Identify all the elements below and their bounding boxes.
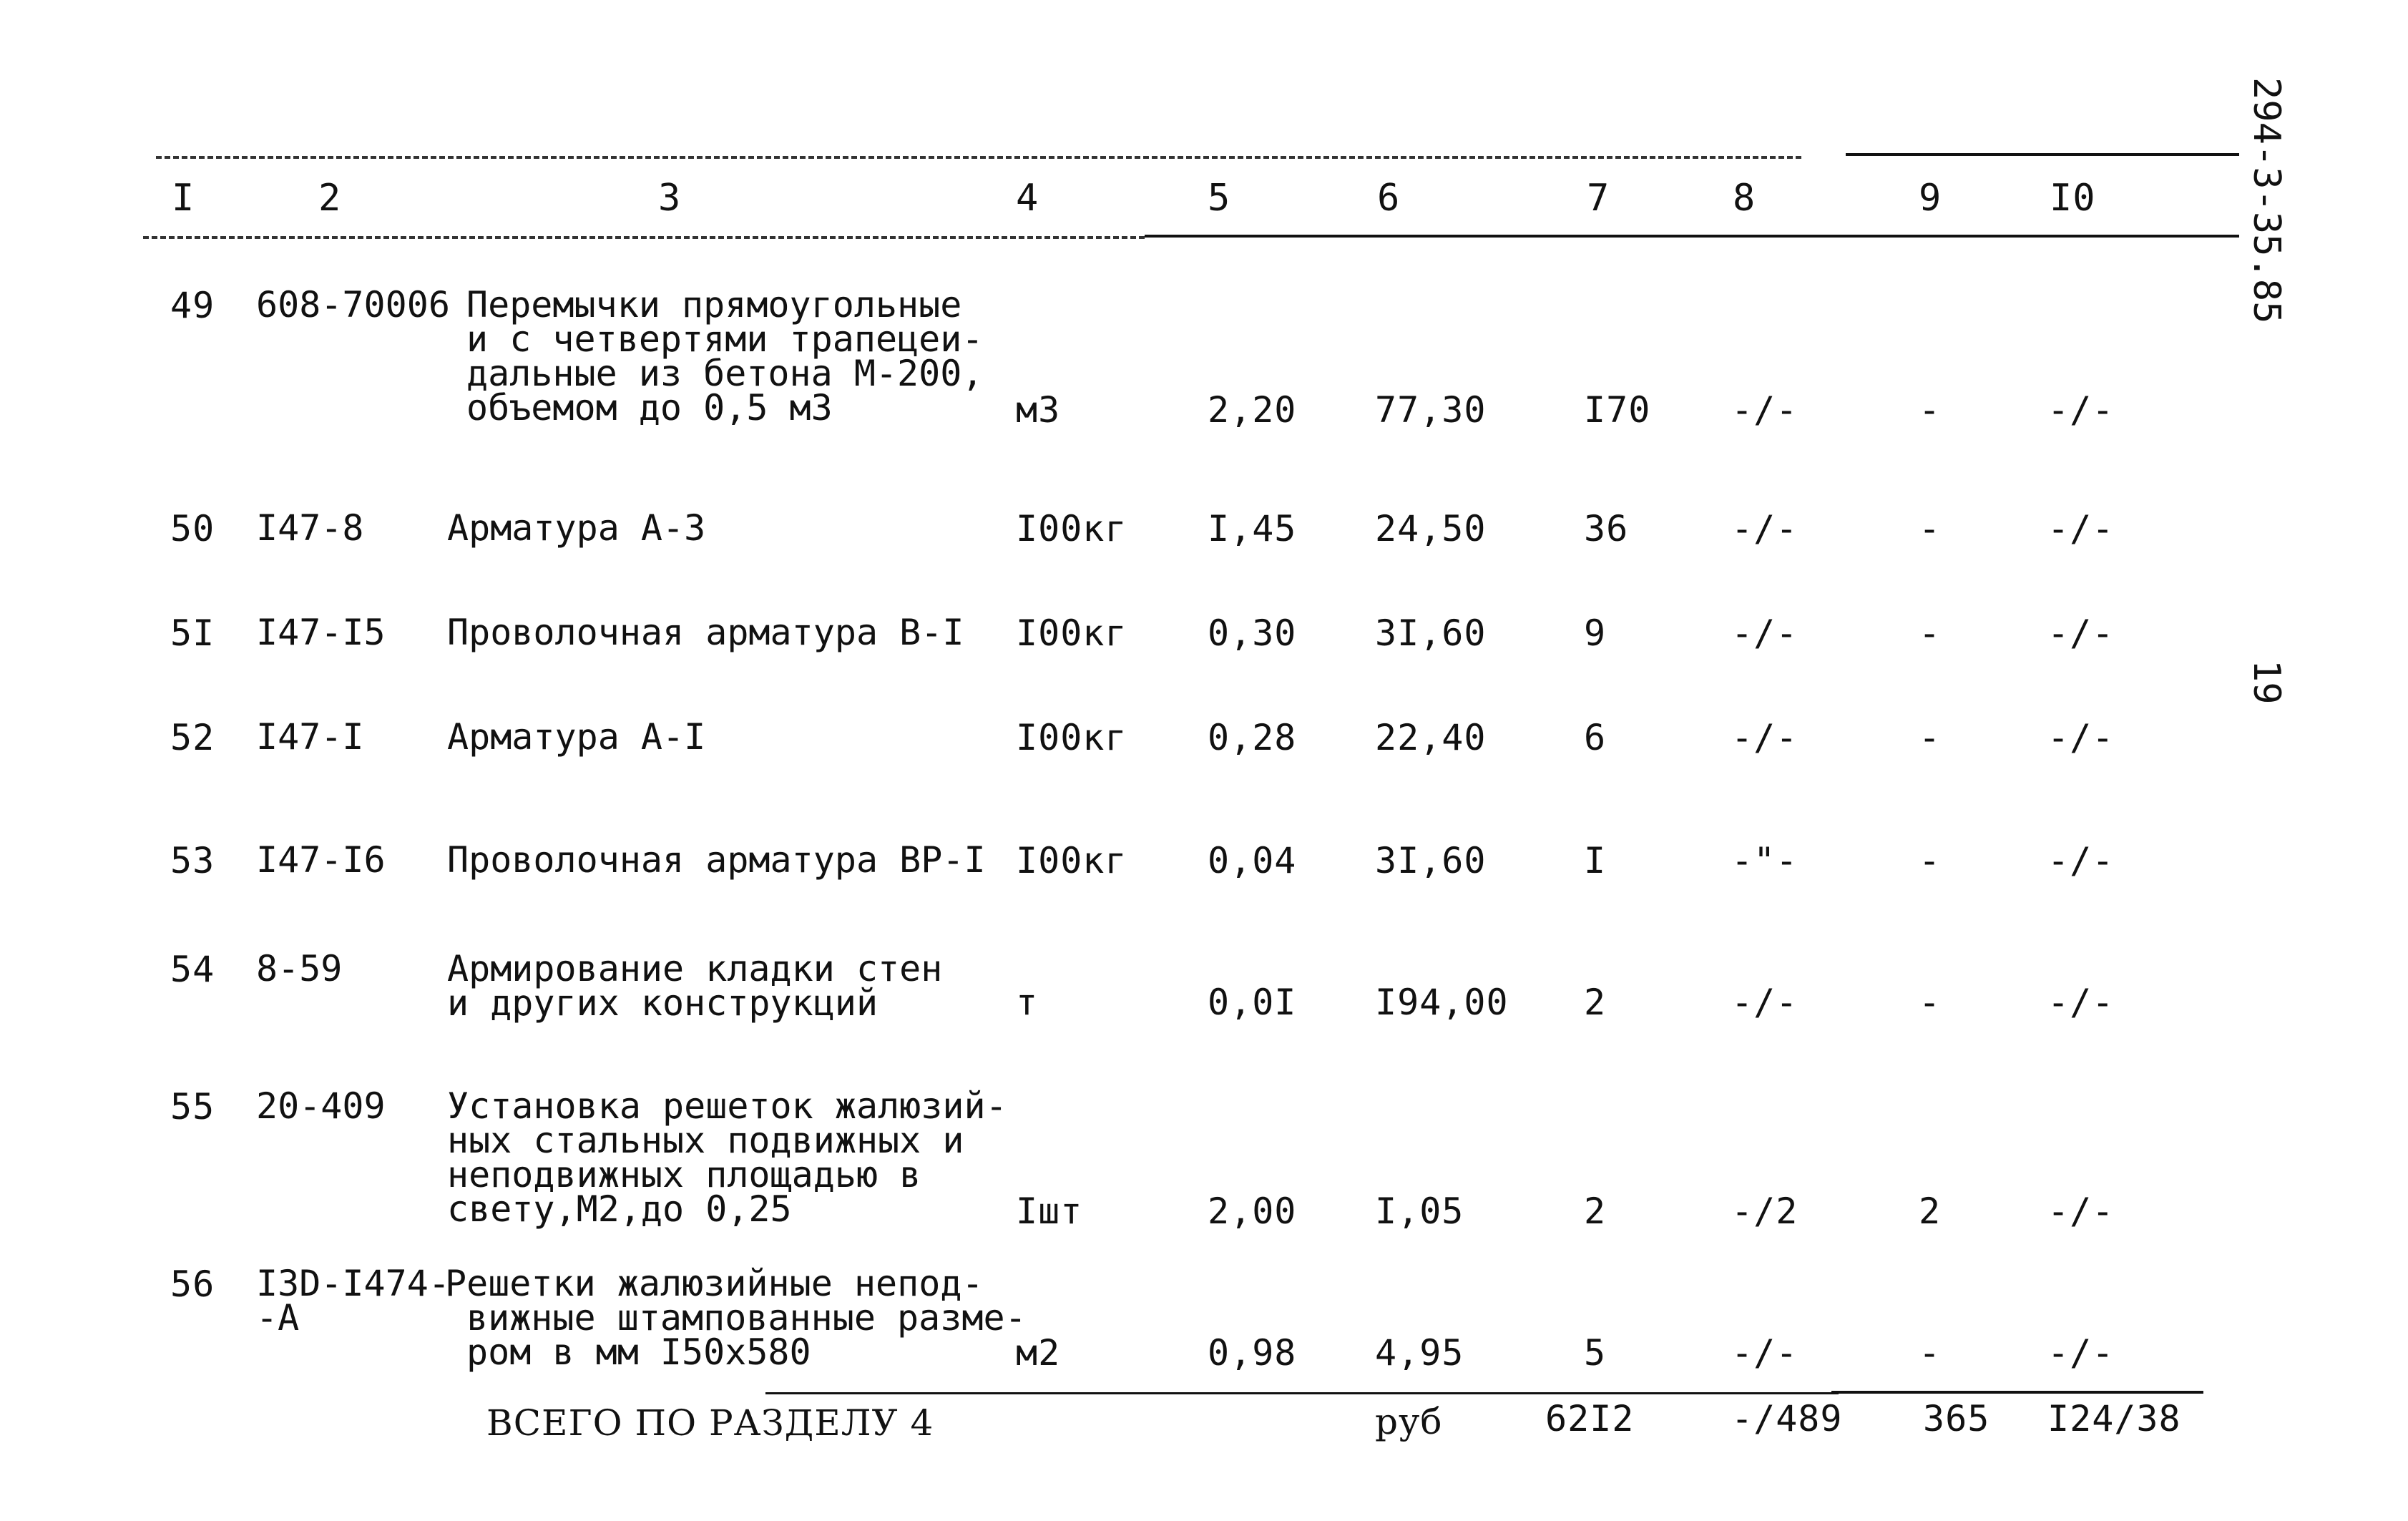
col-header-1: I	[172, 177, 195, 220]
col-header-6: 6	[1377, 177, 1401, 220]
row-total: 2	[1584, 982, 1607, 1023]
row-code: I47-I6	[256, 839, 386, 881]
row-col10: -/-	[2047, 982, 2115, 1023]
col-header-7: 7	[1587, 177, 1610, 220]
footer-rule-right	[1831, 1391, 2203, 1394]
row-price: 77,30	[1375, 389, 1487, 431]
row-quantity: 0,98	[1208, 1332, 1297, 1374]
row-unit: т	[1016, 982, 1039, 1023]
row-col8: -/-	[1731, 612, 1798, 654]
row-quantity: 0,28	[1208, 717, 1297, 758]
row-description: Проволочная арматура В-I	[447, 612, 964, 653]
row-total: 5	[1584, 1332, 1607, 1374]
row-price: 22,40	[1375, 717, 1487, 758]
col-header-10: I0	[2050, 177, 2096, 220]
row-price: 3I,60	[1375, 612, 1487, 654]
header-bottom-rule-right	[1145, 235, 2239, 238]
row-col10: -/-	[2047, 717, 2115, 758]
row-total: I70	[1584, 389, 1651, 431]
row-unit: м2	[1016, 1332, 1061, 1374]
row-col9: -	[1919, 840, 1942, 881]
row-description: Перемычки прямоугольные и с четвертями трапецеи- дальные из бетона М-200, объемом до 0,5 м3	[466, 284, 984, 429]
row-quantity: I,45	[1208, 508, 1297, 549]
section-total-col7: 62I2	[1545, 1398, 1635, 1439]
row-col9: -	[1919, 982, 1942, 1023]
row-description: Армирование кладки стен и других конструкций	[447, 948, 943, 1024]
row-quantity: 0,0I	[1208, 982, 1297, 1023]
header-top-rule-left	[156, 156, 1801, 159]
row-col8: -/2	[1731, 1190, 1798, 1232]
row-code: I47-8	[256, 507, 364, 549]
row-col8: -"-	[1731, 840, 1798, 881]
col-header-9: 9	[1919, 177, 1942, 220]
row-col9: -	[1919, 508, 1942, 549]
row-col9: -	[1919, 389, 1942, 431]
row-col10: -/-	[2047, 612, 2115, 654]
row-total: 9	[1584, 612, 1607, 654]
row-total: 2	[1584, 1190, 1607, 1232]
row-quantity: 0,30	[1208, 612, 1297, 654]
row-col8: -/-	[1731, 1332, 1798, 1374]
row-col10: -/-	[2047, 389, 2115, 431]
row-unit: I00кг	[1016, 840, 1127, 881]
section-total-col9: 365	[1923, 1398, 1990, 1439]
document-code: 294-3-35.85	[2245, 77, 2288, 324]
row-price: I94,00	[1375, 982, 1509, 1023]
row-code: I3D-I474- -А	[256, 1263, 450, 1339]
row-col9: 2	[1919, 1190, 1942, 1232]
row-col9: -	[1919, 717, 1942, 758]
row-col10: -/-	[2047, 840, 2115, 881]
row-code: 20-409	[256, 1085, 386, 1127]
row-number: 55	[170, 1086, 215, 1128]
footer-rule-left	[765, 1392, 1839, 1394]
row-col10: -/-	[2047, 508, 2115, 549]
row-total: I	[1584, 840, 1607, 881]
row-number: 56	[170, 1263, 215, 1305]
row-col8: -/-	[1731, 717, 1798, 758]
section-total-col8: -/489	[1731, 1398, 1843, 1439]
row-number: 50	[170, 508, 215, 549]
row-col8: -/-	[1731, 389, 1798, 431]
row-number: 5I	[170, 612, 215, 654]
col-header-5: 5	[1208, 177, 1231, 220]
row-description: Решетки жалюзийные непод- вижные штампованные разме- ром в мм I50х580	[445, 1263, 1027, 1373]
row-code: I47-I5	[256, 612, 386, 653]
row-col10: -/-	[2047, 1190, 2115, 1232]
row-quantity: 0,04	[1208, 840, 1297, 881]
row-col10: -/-	[2047, 1332, 2115, 1374]
row-price: I,05	[1375, 1190, 1464, 1232]
row-price: 24,50	[1375, 508, 1487, 549]
row-number: 49	[170, 285, 215, 326]
col-header-8: 8	[1733, 177, 1756, 220]
row-quantity: 2,20	[1208, 389, 1297, 431]
header-top-rule-right	[1846, 153, 2239, 156]
row-unit: I00кг	[1016, 717, 1127, 758]
row-number: 53	[170, 840, 215, 881]
row-col8: -/-	[1731, 508, 1798, 549]
header-bottom-rule-left	[143, 236, 1145, 239]
row-col8: -/-	[1731, 982, 1798, 1023]
section-total-label: ВСЕГО ПО РАЗДЕЛУ 4	[486, 1402, 934, 1444]
row-col9: -	[1919, 1332, 1942, 1374]
row-unit: Iшт	[1016, 1190, 1083, 1232]
row-description: Арматура А-I	[447, 716, 706, 758]
col-header-3: 3	[658, 177, 682, 220]
row-unit: I00кг	[1016, 508, 1127, 549]
row-code: I47-I	[256, 716, 364, 758]
row-quantity: 2,00	[1208, 1190, 1297, 1232]
row-code: 8-59	[256, 948, 343, 989]
section-total-col10: I24/38	[2047, 1398, 2181, 1439]
row-col9: -	[1919, 612, 1942, 654]
row-description: Арматура А-3	[447, 507, 706, 549]
col-header-2: 2	[318, 177, 342, 220]
row-price: 3I,60	[1375, 840, 1487, 881]
row-total: 36	[1584, 508, 1629, 549]
row-description: Проволочная арматура ВР-I	[447, 839, 986, 881]
row-number: 54	[170, 949, 215, 990]
section-total-unit: руб	[1375, 1401, 1443, 1442]
row-number: 52	[170, 717, 215, 758]
page-number: 19	[2245, 660, 2288, 705]
row-description: Установка решеток жалюзий- ных стальных подвижных и неподвижных площадью в свету,М2,до 0,25	[447, 1085, 1007, 1230]
row-unit: м3	[1016, 389, 1061, 431]
row-price: 4,95	[1375, 1332, 1464, 1374]
row-code: 608-70006	[256, 284, 450, 326]
col-header-4: 4	[1016, 177, 1039, 220]
row-unit: I00кг	[1016, 612, 1127, 654]
row-total: 6	[1584, 717, 1607, 758]
